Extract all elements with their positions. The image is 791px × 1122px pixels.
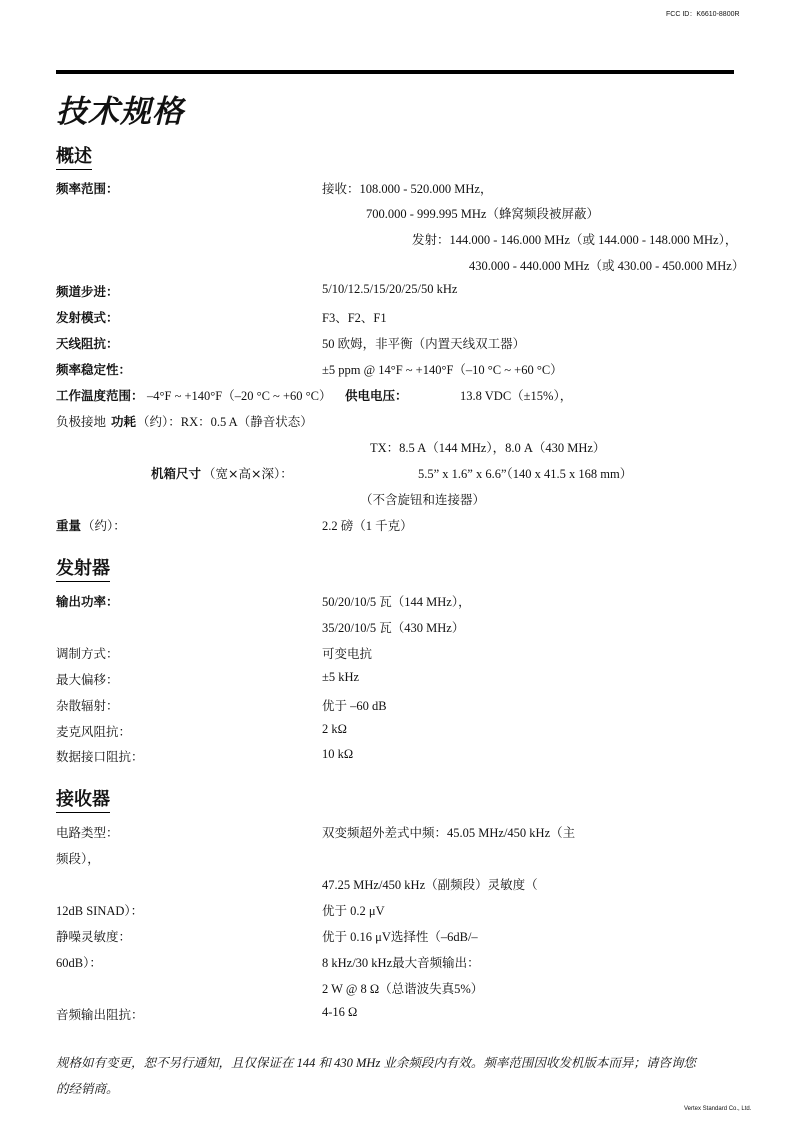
- mic-value: 2 kΩ: [322, 722, 347, 736]
- power-tx: TX：8.5 A（144 MHz），8.0 A（430 MHz）: [370, 441, 606, 455]
- audio-value: 2 W @ 8 Ω（总谐波失真5%）: [322, 982, 484, 996]
- weight-paren: （约）：: [82, 518, 126, 533]
- supply-label: 供电电压：: [345, 388, 408, 403]
- spur-value: 优于 –60 dB: [322, 699, 387, 713]
- header-rule: [56, 70, 734, 74]
- aimp-label: 音频输出阻抗：: [56, 1007, 144, 1022]
- sel-label: 60dB）：: [56, 956, 102, 970]
- sens-value: 优于 0.2 μV: [322, 904, 385, 918]
- aimp-value: 4-16 Ω: [322, 1005, 358, 1019]
- step-value: 5/10/12.5/15/20/25/50 kHz: [322, 282, 458, 296]
- temp-value: –4°F ~ +140°F（–20 °C ~ +60 °C）: [147, 389, 332, 403]
- ground-text: 负极接地: [56, 414, 107, 429]
- stab-value: ±5 ppm @ 14°F ~ +140°F（–10 °C ~ +60 °C）: [322, 363, 563, 377]
- out-label: 输出功率：: [56, 594, 119, 609]
- section-transmitter: 发射器: [56, 558, 110, 582]
- mod-label: 调制方式：: [56, 646, 119, 661]
- spur-label: 杂散辐射：: [56, 698, 119, 713]
- case-paren: （宽×高×深）：: [203, 466, 293, 481]
- sq-value: 优于 0.16 μV选择性（–6dB/–: [322, 930, 478, 944]
- fcc-id: FCC ID：K6610-8800R: [666, 11, 740, 18]
- section-general: 概述: [56, 146, 92, 170]
- out-value1: 50/20/10/5 瓦（144 MHz），: [322, 595, 471, 609]
- case-value: 5.5” x 1.6” x 6.6”（140 x 41.5 x 168 mm）: [418, 467, 633, 481]
- mode-label: 发射模式：: [56, 310, 119, 325]
- dev-label: 最大偏移：: [56, 672, 119, 687]
- freq-tx2: 430.000 - 440.000 MHz（或 430.00 - 450.000 MHz）: [469, 259, 745, 273]
- circuit-cont: 频段），: [56, 851, 100, 866]
- imp-label: 天线阻抗：: [56, 336, 119, 351]
- footer-note-line2: 的经销商。: [56, 1082, 119, 1096]
- weight-label: 重量: [56, 518, 82, 533]
- step-label: 频道步进：: [56, 284, 119, 299]
- sinad-label: 12dB SINAD）：: [56, 904, 144, 918]
- mode-value: F3、F2、F1: [322, 311, 387, 325]
- case-label: 机箱尺寸: [151, 466, 202, 481]
- imp-value: 50 欧姆，非平衡（内置天线双工器）: [322, 337, 526, 351]
- footer-note-line1: 规格如有变更，恕不另行通知，且仅保证在 144 和 430 MHz 业余频段内有效。频率范围因收发机版本而异；请咨询您: [56, 1056, 696, 1070]
- circuit-value: 双变频超外差式中频：45.05 MHz/450 kHz（主: [322, 826, 576, 840]
- out-value2: 35/20/10/5 瓦（430 MHz）: [322, 621, 465, 635]
- sel-value: 8 kHz/30 kHz最大音频输出：: [322, 956, 480, 970]
- stab-label: 频率稳定性：: [56, 362, 132, 377]
- dev-value: ±5 kHz: [322, 670, 360, 684]
- data-value: 10 kΩ: [322, 747, 354, 761]
- freq-tx: 发射：144.000 - 146.000 MHz（或 144.000 - 148.000 MHz），: [412, 233, 738, 247]
- freq-rx: 接收：108.000 - 520.000 MHz，: [322, 182, 493, 196]
- circuit-label: 电路类型：: [56, 825, 119, 840]
- section-receiver: 接收器: [56, 789, 110, 813]
- weight-value: 2.2 磅（1 千克）: [322, 519, 413, 533]
- supply-value: 13.8 VDC（±15%），: [460, 389, 573, 403]
- temp-label: 工作温度范围：: [56, 388, 144, 403]
- mod-value: 可变电抗: [322, 647, 373, 661]
- sq-label: 静噪灵敏度：: [56, 929, 132, 944]
- power-approx: （约）：RX：0.5 A（静音状态）: [137, 415, 313, 429]
- freq-rx2: 700.000 - 999.995 MHz（蜂窝频段被屏蔽）: [366, 207, 599, 221]
- data-label: 数据接口阻抗：: [56, 749, 144, 764]
- case-note: （不含旋钮和连接器）: [360, 493, 486, 507]
- company-name: Vertex Standard Co., Ltd.: [684, 1106, 752, 1112]
- if2-value: 47.25 MHz/450 kHz（副频段）灵敏度（: [322, 878, 538, 892]
- mic-label: 麦克风阻抗：: [56, 724, 132, 739]
- page-title: 技术规格: [56, 94, 184, 130]
- freq-label: 频率范围：: [56, 181, 119, 196]
- power-label: 功耗: [111, 414, 137, 429]
